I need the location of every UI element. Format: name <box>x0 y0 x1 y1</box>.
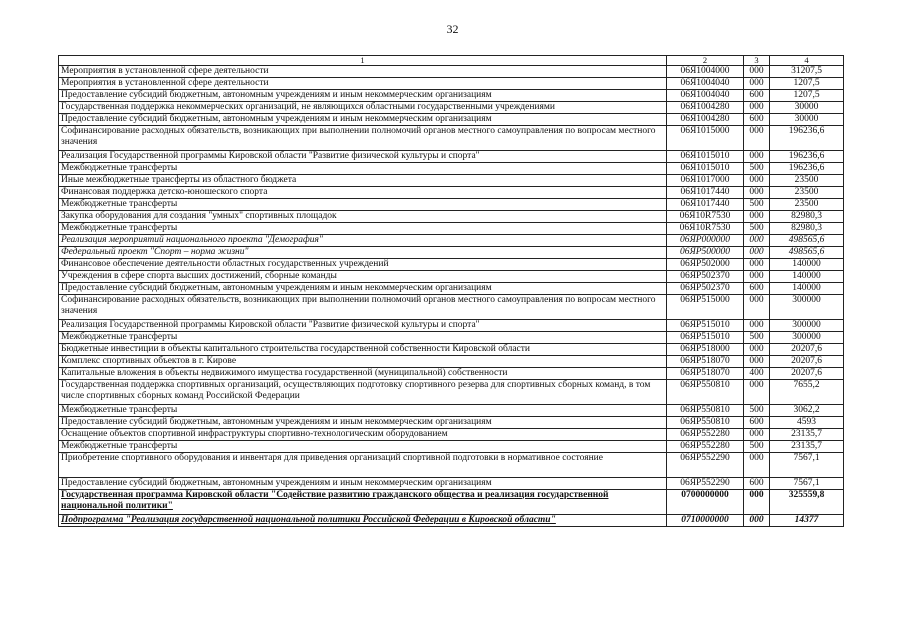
row-code-cell: 06Я1004040 <box>667 78 744 90</box>
row-name-cell: Межбюджетные трансферты <box>59 441 667 453</box>
row-amount-cell: 140000 <box>770 259 844 271</box>
row-name-cell: Иные межбюджетные трансферты из областного бюджета <box>59 175 667 187</box>
column-number-2: 2 <box>667 56 744 66</box>
row-type-cell: 000 <box>744 78 770 90</box>
row-name-cell: Межбюджетные трансферты <box>59 163 667 175</box>
row-code-cell: 06Я1004040 <box>667 90 744 102</box>
row-type-cell: 000 <box>744 380 770 405</box>
budget-table <box>58 55 844 527</box>
table-row <box>59 344 844 356</box>
row-amount-cell: 7655,2 <box>770 380 844 405</box>
row-amount-cell: 4593 <box>770 417 844 429</box>
row-amount-cell: 1207,5 <box>770 90 844 102</box>
table-row <box>59 114 844 126</box>
row-code-cell: 06ЯP518070 <box>667 356 744 368</box>
row-amount-cell: 23500 <box>770 199 844 211</box>
row-type-cell: 600 <box>744 90 770 102</box>
row-code-cell: 06ЯP515000 <box>667 295 744 320</box>
row-amount-cell: 23500 <box>770 175 844 187</box>
row-name-cell: Межбюджетные трансферты <box>59 332 667 344</box>
row-code-cell: 06Я1004280 <box>667 102 744 114</box>
row-amount-cell: 498565,6 <box>770 247 844 259</box>
row-type-cell: 600 <box>744 417 770 429</box>
row-code-cell: 06ЯP550810 <box>667 380 744 405</box>
row-name-cell: Финансовое обеспечение деятельности областных государственных учреждений <box>59 259 667 271</box>
row-code-cell: 06Я1015000 <box>667 126 744 151</box>
row-name-cell: Комплекс спортивных объектов в г. Кирове <box>59 356 667 368</box>
table-row <box>59 429 844 441</box>
table-row <box>59 380 844 405</box>
row-amount-cell: 20207,6 <box>770 356 844 368</box>
table-row <box>59 441 844 453</box>
row-code-cell: 06ЯP552280 <box>667 429 744 441</box>
table-row <box>59 405 844 417</box>
row-name-cell: Учреждения в сфере спорта высших достижений, сборные команды <box>59 271 667 283</box>
row-amount-cell: 325559,8 <box>770 490 844 515</box>
row-type-cell: 000 <box>744 235 770 247</box>
row-type-cell: 500 <box>744 441 770 453</box>
row-type-cell: 000 <box>744 102 770 114</box>
row-type-cell: 000 <box>744 187 770 199</box>
row-code-cell: 06Я1004000 <box>667 66 744 78</box>
row-code-cell: 06ЯP502000 <box>667 259 744 271</box>
row-name-cell: Межбюджетные трансферты <box>59 199 667 211</box>
row-type-cell: 000 <box>744 175 770 187</box>
table-row <box>59 356 844 368</box>
row-name-cell: Мероприятия в установленной сфере деятельности <box>59 78 667 90</box>
table-row <box>59 175 844 187</box>
row-name-cell: Реализация Государственной программы Кировской области "Развитие физической культуры и спорта" <box>59 151 667 163</box>
row-type-cell: 500 <box>744 405 770 417</box>
table-row <box>59 211 844 223</box>
row-type-cell: 000 <box>744 271 770 283</box>
row-name-cell: Мероприятия в установленной сфере деятельности <box>59 66 667 78</box>
row-code-cell: 06ЯP502370 <box>667 283 744 295</box>
row-type-cell: 000 <box>744 344 770 356</box>
row-code-cell: 06ЯP550810 <box>667 405 744 417</box>
row-amount-cell: 300000 <box>770 332 844 344</box>
row-code-cell: 06Я1017440 <box>667 187 744 199</box>
table-row <box>59 417 844 429</box>
row-amount-cell: 300000 <box>770 320 844 332</box>
row-amount-cell: 30000 <box>770 114 844 126</box>
row-type-cell: 000 <box>744 515 770 527</box>
table-row <box>59 66 844 78</box>
row-name-cell: Софинансирование расходных обязательств, возникающих при выполнении полномочий органов местного самоуправления по вопросам местного значения <box>59 126 667 151</box>
row-name-cell: Предоставление субсидий бюджетным, автономным учреждениям и иным некоммерческим организациям <box>59 417 667 429</box>
row-name-cell: Предоставление субсидий бюджетным, автономным учреждениям и иным некоммерческим организациям <box>59 90 667 102</box>
row-amount-cell: 7567,1 <box>770 478 844 490</box>
table-row <box>59 126 844 151</box>
row-code-cell: 06Я10R7530 <box>667 211 744 223</box>
table-row <box>59 235 844 247</box>
row-amount-cell: 1207,5 <box>770 78 844 90</box>
row-code-cell: 06Я1004280 <box>667 114 744 126</box>
row-code-cell: 06ЯP502370 <box>667 271 744 283</box>
row-amount-cell: 140000 <box>770 283 844 295</box>
table-row <box>59 199 844 211</box>
row-code-cell: 06ЯP518070 <box>667 368 744 380</box>
row-type-cell: 600 <box>744 114 770 126</box>
row-code-cell: 06ЯP552290 <box>667 453 744 478</box>
table-row <box>59 283 844 295</box>
row-code-cell: 06Я1017440 <box>667 199 744 211</box>
row-name-cell: Закупка оборудования для создания "умных" спортивных площадок <box>59 211 667 223</box>
row-code-cell: 06Я1015010 <box>667 151 744 163</box>
table-row <box>59 102 844 114</box>
row-type-cell: 000 <box>744 151 770 163</box>
row-name-cell: Предоставление субсидий бюджетным, автономным учреждениям и иным некоммерческим организациям <box>59 283 667 295</box>
row-code-cell: 06ЯP515010 <box>667 332 744 344</box>
table-row <box>59 247 844 259</box>
row-code-cell: 0700000000 <box>667 490 744 515</box>
row-type-cell: 600 <box>744 478 770 490</box>
row-type-cell: 000 <box>744 490 770 515</box>
column-number-4: 4 <box>770 56 844 66</box>
row-code-cell: 06ЯP515010 <box>667 320 744 332</box>
row-type-cell: 400 <box>744 368 770 380</box>
row-amount-cell: 23135,7 <box>770 441 844 453</box>
row-type-cell: 500 <box>744 223 770 235</box>
row-amount-cell: 7567,1 <box>770 453 844 478</box>
row-amount-cell: 196236,6 <box>770 151 844 163</box>
row-name-cell: Государственная программа Кировской области "Содействие развитию гражданского общества и реализация государственной национальной политики" <box>59 490 667 515</box>
table-row <box>59 332 844 344</box>
row-amount-cell: 30000 <box>770 102 844 114</box>
table-row <box>59 295 844 320</box>
row-type-cell: 000 <box>744 320 770 332</box>
row-name-cell: Подпрограмма "Реализация государственной национальной политики Российской Федерации в Кировской области" <box>59 515 667 527</box>
column-number-header-row <box>59 56 844 66</box>
table-row <box>59 90 844 102</box>
row-amount-cell: 140000 <box>770 271 844 283</box>
row-type-cell: 000 <box>744 259 770 271</box>
row-name-cell: Государственная поддержка некоммерческих организаций, не являющихся областными государственными учреждениями <box>59 102 667 114</box>
row-name-cell: Реализация мероприятий национального проекта "Демография" <box>59 235 667 247</box>
row-code-cell: 06ЯP552290 <box>667 478 744 490</box>
row-type-cell: 500 <box>744 163 770 175</box>
row-amount-cell: 14377 <box>770 515 844 527</box>
row-name-cell: Софинансирование расходных обязательств, возникающих при выполнении полномочий органов местного самоуправления по вопросам местного значения <box>59 295 667 320</box>
row-amount-cell: 20207,6 <box>770 368 844 380</box>
row-name-cell: Межбюджетные трансферты <box>59 405 667 417</box>
column-number-3: 3 <box>744 56 770 66</box>
table-row <box>59 453 844 478</box>
row-code-cell: 06ЯP500000 <box>667 247 744 259</box>
row-type-cell: 500 <box>744 199 770 211</box>
row-amount-cell: 82980,3 <box>770 211 844 223</box>
row-name-cell: Оснащение объектов спортивной инфраструктуры спортивно-технологическим оборудованием <box>59 429 667 441</box>
row-name-cell: Предоставление субсидий бюджетным, автономным учреждениям и иным некоммерческим организациям <box>59 114 667 126</box>
row-type-cell: 000 <box>744 126 770 151</box>
row-type-cell: 000 <box>744 211 770 223</box>
row-name-cell: Реализация Государственной программы Кировской области "Развитие физической культуры и спорта" <box>59 320 667 332</box>
row-code-cell: 06ЯP000000 <box>667 235 744 247</box>
row-name-cell: Межбюджетные трансферты <box>59 223 667 235</box>
row-code-cell: 06Я10R7530 <box>667 223 744 235</box>
row-name-cell: Предоставление субсидий бюджетным, автономным учреждениям и иным некоммерческим организациям <box>59 478 667 490</box>
table-row <box>59 187 844 199</box>
table-row <box>59 368 844 380</box>
row-amount-cell: 3062,2 <box>770 405 844 417</box>
table-row <box>59 490 844 515</box>
row-type-cell: 000 <box>744 247 770 259</box>
row-code-cell: 06ЯP552280 <box>667 441 744 453</box>
table-row <box>59 78 844 90</box>
row-type-cell: 600 <box>744 283 770 295</box>
row-type-cell: 000 <box>744 429 770 441</box>
page-number: 32 <box>446 22 459 36</box>
row-amount-cell: 23135,7 <box>770 429 844 441</box>
row-amount-cell: 82980,3 <box>770 223 844 235</box>
row-amount-cell: 498565,6 <box>770 235 844 247</box>
row-type-cell: 000 <box>744 295 770 320</box>
row-amount-cell: 300000 <box>770 295 844 320</box>
row-code-cell: 06Я1015010 <box>667 163 744 175</box>
table-row <box>59 163 844 175</box>
row-name-cell: Государственная поддержка спортивных организаций, осуществляющих подготовку спортивного резерва для спортивных сборных команд, в том числе спортивных сборных команд Российской Федерации <box>59 380 667 405</box>
row-amount-cell: 196236,6 <box>770 163 844 175</box>
row-name-cell: Капитальные вложения в объекты недвижимого имущества государственной (муниципальной) собственности <box>59 368 667 380</box>
row-type-cell: 000 <box>744 356 770 368</box>
row-amount-cell: 20207,6 <box>770 344 844 356</box>
row-name-cell: Приобретение спортивного оборудования и инвентаря для приведения организаций спортивной подготовки в нормативное состояние <box>59 453 667 478</box>
row-type-cell: 000 <box>744 453 770 478</box>
row-name-cell: Федеральный проект "Спорт – норма жизни" <box>59 247 667 259</box>
column-number-1: 1 <box>59 56 667 66</box>
table-row <box>59 515 844 527</box>
row-amount-cell: 196236,6 <box>770 126 844 151</box>
table-row <box>59 478 844 490</box>
row-code-cell: 06Я1017000 <box>667 175 744 187</box>
row-amount-cell: 23500 <box>770 187 844 199</box>
row-amount-cell: 31207,5 <box>770 66 844 78</box>
row-name-cell: Бюджетные инвестиции в объекты капитального строительства государственной собственности Кировской области <box>59 344 667 356</box>
table-row <box>59 320 844 332</box>
table-row <box>59 151 844 163</box>
table-row <box>59 259 844 271</box>
row-code-cell: 0710000000 <box>667 515 744 527</box>
row-code-cell: 06ЯP518000 <box>667 344 744 356</box>
table-row <box>59 223 844 235</box>
row-name-cell: Финансовая поддержка детско-юношеского спорта <box>59 187 667 199</box>
row-type-cell: 500 <box>744 332 770 344</box>
row-type-cell: 000 <box>744 66 770 78</box>
row-code-cell: 06ЯP550810 <box>667 417 744 429</box>
table-body <box>59 66 844 527</box>
table-row <box>59 271 844 283</box>
